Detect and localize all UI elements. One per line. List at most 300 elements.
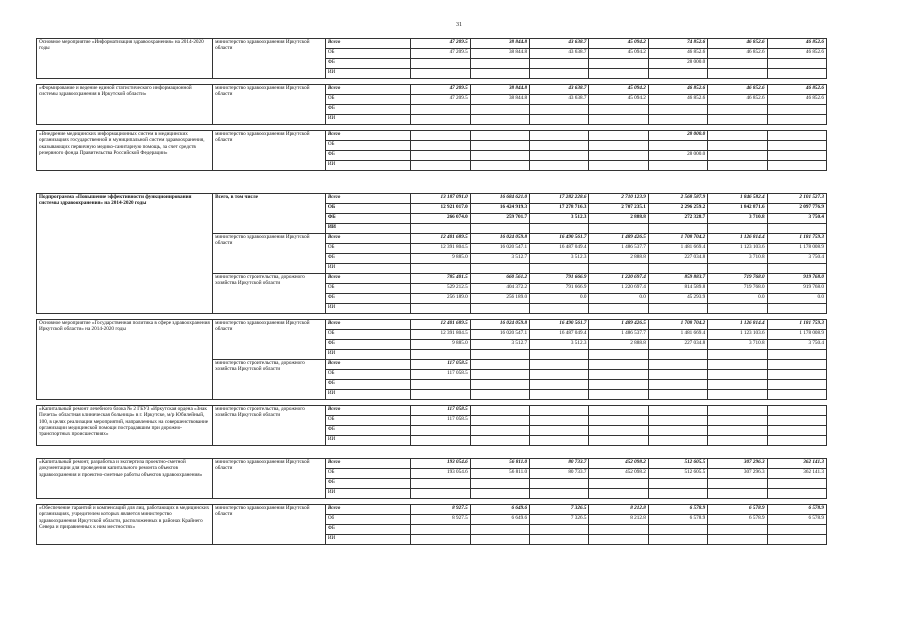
amount-cell [708,535,767,545]
amount-cell: 117 058.5 [411,360,470,370]
funding-source-cell: ИИ [325,535,411,545]
amount-cell: 56 811.0 [470,459,529,469]
spacer-row [37,171,827,194]
amount-cell: 12 401 689.5 [411,320,470,330]
amount-cell: 46 852.6 [708,49,767,59]
executor-cell: министерство здравоохранения Иркутской области [213,85,326,125]
amount-cell [648,69,707,79]
amount-cell [470,69,529,79]
amount-cell: 28 000.0 [648,131,707,141]
amount-cell [470,304,529,314]
amount-cell: 7 326.5 [530,515,589,525]
amount-cell [470,360,529,370]
amount-cell [411,535,470,545]
amount-cell [767,489,826,499]
amount-cell [708,525,767,535]
amount-cell [470,479,529,489]
amount-cell: 38 844.8 [470,49,529,59]
funding-source-cell: ОБ [325,416,411,426]
amount-cell: 47 209.5 [411,95,470,105]
amount-cell: 80 733.7 [530,459,589,469]
amount-cell: 12 391 804.5 [411,244,470,254]
amount-cell: 47 209.5 [411,39,470,49]
amount-cell [589,115,648,125]
amount-cell: 719 768.0 [708,274,767,284]
amount-cell: 0.0 [767,294,826,304]
executor-cell: министерство здравоохранения Иркутской области [213,459,326,499]
amount-cell: 3 750.4 [767,254,826,264]
amount-cell: 28 000.0 [648,151,707,161]
amount-cell [411,264,470,274]
funding-source-cell: ФБ [325,380,411,390]
table-row [37,39,827,49]
amount-cell: 1 123 103.6 [708,244,767,254]
amount-cell [411,390,470,400]
amount-cell [470,370,529,380]
amount-cell: 227 034.8 [648,340,707,350]
funding-source-cell: ИИ [325,69,411,79]
amount-cell: 3 710.8 [708,214,767,224]
amount-cell [767,115,826,125]
amount-cell [530,350,589,360]
funding-source-cell: ФБ [325,254,411,264]
amount-cell: 1 181 759.3 [767,320,826,330]
amount-cell: 46 852.6 [708,95,767,105]
amount-cell: 307 296.3 [708,459,767,469]
amount-cell: 791 666.9 [530,284,589,294]
amount-cell: 9 885.0 [411,254,470,264]
amount-cell [648,141,707,151]
amount-cell [589,489,648,499]
amount-cell: 256 189.0 [411,294,470,304]
amount-cell: 3 710.8 [708,254,767,264]
amount-cell: 1 126 814.4 [708,320,767,330]
amount-cell [589,479,648,489]
activity-name-cell: «Капитальный ремонт, разработка и экспертиза проектно-сметной документации для проведения капитального ремонта объектов здравоохранения и проектно-сметные работы объектов здравоохранения» [37,459,213,499]
amount-cell [589,370,648,380]
amount-cell [411,69,470,79]
amount-cell: 1 708 704.2 [648,234,707,244]
amount-cell: 46 852.6 [767,85,826,95]
amount-cell: 1 220 697.4 [589,274,648,284]
amount-cell [530,535,589,545]
executor-cell: министерство здравоохранения Иркутской области [213,320,326,360]
amount-cell [411,479,470,489]
funding-source-cell: Всего [325,360,411,370]
funding-source-cell: Об [325,515,411,525]
amount-cell [530,370,589,380]
amount-cell [589,105,648,115]
amount-cell [708,436,767,446]
amount-cell: 6 578.9 [767,505,826,515]
funding-source-cell: ФБ [325,340,411,350]
amount-cell [411,161,470,171]
amount-cell [767,370,826,380]
amount-cell [470,525,529,535]
table-row [37,459,827,469]
amount-cell [648,436,707,446]
amount-cell: 791 666.9 [530,274,589,284]
activity-name-cell: «Формирование и ведение единой статистического информационной системы здравоохранения в Иркутской области» [37,85,213,125]
amount-cell: 1 123 103.6 [708,330,767,340]
amount-cell: 16 020 547.1 [470,330,529,340]
amount-cell: 45 094.2 [589,39,648,49]
funding-source-cell: Всего [325,194,411,204]
amount-cell [708,264,767,274]
amount-cell: 660 561.2 [470,274,529,284]
amount-cell [648,350,707,360]
amount-cell: 117 058.5 [411,406,470,416]
amount-cell [708,390,767,400]
amount-cell: 227 034.8 [648,254,707,264]
funding-source-cell: Всего [325,320,411,330]
table-row [37,320,827,330]
amount-cell: 1 126 814.4 [708,234,767,244]
amount-cell [470,406,529,416]
amount-cell [470,59,529,69]
funding-source-cell: ИИ [325,489,411,499]
funding-source-cell: ИИ [325,304,411,314]
amount-cell [589,131,648,141]
spacer-cell [37,446,827,459]
executor-cell: Всего, в том числе [213,194,326,234]
amount-cell [470,390,529,400]
amount-cell: 16 487 049.4 [530,330,589,340]
funding-source-cell: ИИ [325,115,411,125]
amount-cell [470,350,529,360]
amount-cell: 6 578.9 [648,515,707,525]
amount-cell: 2 568 587.9 [648,194,707,204]
amount-cell [708,161,767,171]
amount-cell: 6 649.6 [470,505,529,515]
amount-cell: 80 733.7 [530,469,589,479]
funding-source-cell: ИИ [325,161,411,171]
amount-cell [589,141,648,151]
amount-cell [411,151,470,161]
executor-cell: министерство строительства, дорожного хозяйства Иркутской области [213,360,326,400]
amount-cell: 46 852.6 [708,85,767,95]
amount-cell [708,105,767,115]
amount-cell [530,380,589,390]
executor-cell: министерство строительства, дорожного хозяйства Иркутской области [213,406,326,446]
amount-cell: 193 054.6 [411,459,470,469]
amount-cell [589,426,648,436]
amount-cell [530,360,589,370]
amount-cell [648,406,707,416]
funding-source-cell: Всего [325,406,411,416]
amount-cell: 12 391 804.5 [411,330,470,340]
amount-cell: 13 187 091.0 [411,194,470,204]
amount-cell [648,416,707,426]
executor-cell: министерство здравоохранения Иркутской области [213,131,326,171]
funding-source-cell: Всего [325,85,411,95]
amount-cell: 43 638.7 [530,85,589,95]
amount-cell [648,360,707,370]
spacer-cell [37,171,827,194]
page-number: 31 [456,22,462,28]
amount-cell [470,115,529,125]
funding-source-cell: ФБ [325,525,411,535]
amount-cell [530,479,589,489]
amount-cell [767,406,826,416]
amount-cell [589,264,648,274]
amount-cell [767,59,826,69]
amount-cell: 16 490 561.7 [530,320,589,330]
amount-cell [767,131,826,141]
amount-cell: 0.0 [708,294,767,304]
executor-cell: министерство здравоохранения Иркутской области [213,234,326,274]
amount-cell [648,489,707,499]
amount-cell: 117 058.5 [411,416,470,426]
amount-cell: 0.0 [589,294,648,304]
amount-cell [767,436,826,446]
table-body [37,39,827,545]
amount-cell [411,489,470,499]
amount-cell [648,479,707,489]
funding-source-cell: ИИ [325,224,411,234]
amount-cell: 0.0 [530,294,589,304]
amount-cell: 1 220 697.4 [589,284,648,294]
amount-cell: 512 605.5 [648,469,707,479]
amount-cell: 43 638.7 [530,95,589,105]
amount-cell: 919 768.0 [767,274,826,284]
amount-cell [411,380,470,390]
amount-cell [767,360,826,370]
amount-cell [589,161,648,171]
amount-cell [767,416,826,426]
amount-cell [767,224,826,234]
amount-cell [767,380,826,390]
amount-cell [767,535,826,545]
amount-cell: 6 578.9 [708,515,767,525]
amount-cell: 17 282 228.6 [530,194,589,204]
amount-cell: 404 372.2 [470,284,529,294]
amount-cell [470,105,529,115]
amount-cell [708,115,767,125]
amount-cell [589,535,648,545]
amount-cell [648,380,707,390]
amount-cell [530,161,589,171]
funding-source-cell: ОБ [325,49,411,59]
amount-cell [589,416,648,426]
amount-cell [470,426,529,436]
amount-cell [648,105,707,115]
amount-cell: 6 578.9 [767,515,826,525]
funding-source-cell: ОБ [325,469,411,479]
amount-cell [411,525,470,535]
amount-cell: 47 209.5 [411,85,470,95]
funding-source-cell: ФБ [325,479,411,489]
amount-cell [708,224,767,234]
amount-cell: 74 852.6 [648,39,707,49]
amount-cell: 12 401 689.5 [411,234,470,244]
amount-cell [470,436,529,446]
amount-cell: 16 424 919.3 [470,204,529,214]
amount-cell: 2 710 123.9 [589,194,648,204]
amount-cell [708,416,767,426]
amount-cell [411,141,470,151]
amount-cell [708,426,767,436]
amount-cell: 2 707 235.1 [589,204,648,214]
amount-cell [589,224,648,234]
amount-cell [648,426,707,436]
funding-source-cell: ИИ [325,390,411,400]
amount-cell [589,390,648,400]
amount-cell: 3 750.4 [767,340,826,350]
amount-cell: 56 811.0 [470,469,529,479]
amount-cell: 193 054.6 [411,469,470,479]
budget-table [36,38,827,545]
funding-source-cell: Всего [325,39,411,49]
amount-cell: 43 638.7 [530,39,589,49]
amount-cell [470,416,529,426]
amount-cell: 38 844.8 [470,95,529,105]
amount-cell: 16 487 049.4 [530,244,589,254]
amount-cell [708,406,767,416]
funding-source-cell: ФБ [325,59,411,69]
amount-cell: 46 852.6 [648,95,707,105]
amount-cell: 3 710.8 [708,340,767,350]
amount-cell [470,161,529,171]
funding-source-cell: ФБ [325,426,411,436]
amount-cell: 3 512.7 [470,254,529,264]
funding-source-cell: ФБ [325,151,411,161]
amount-cell: 8 212.8 [589,505,648,515]
amount-cell: 46 852.6 [648,85,707,95]
table-row [37,505,827,515]
amount-cell: 17 278 716.3 [530,204,589,214]
amount-cell [589,59,648,69]
amount-cell: 719 768.0 [708,284,767,294]
amount-cell [589,304,648,314]
funding-source-cell: Всего [325,459,411,469]
activity-name-cell: «Капитальный ремонт лечебного блока № 2 ГБУЗ «Иркутская ордена «Знак Почета» областная клиническая больница» в г. Иркутске, м/р Юбилейный, 100, в целях реализации мероприятий, направленных на совершенствование организации медицинской помощи пострадавшим при дорожно-транспортных происшествиях» [37,406,213,446]
amount-cell: 2 101 527.3 [767,194,826,204]
amount-cell: 1 708 704.2 [648,320,707,330]
amount-cell [530,426,589,436]
amount-cell: 2 888.8 [589,340,648,350]
table-row [37,194,827,204]
amount-cell [530,141,589,151]
amount-cell [411,224,470,234]
amount-cell [530,115,589,125]
amount-cell [648,161,707,171]
amount-cell: 9 885.0 [411,340,470,350]
amount-cell [648,525,707,535]
amount-cell: 38 844.8 [470,85,529,95]
amount-cell [530,131,589,141]
amount-cell: 16 490 561.7 [530,234,589,244]
funding-source-cell: ОБ [325,370,411,380]
funding-source-cell: ИИ [325,264,411,274]
amount-cell [767,69,826,79]
amount-cell [708,304,767,314]
amount-cell [767,390,826,400]
amount-cell [648,304,707,314]
amount-cell [530,390,589,400]
amount-cell: 1 486 537.7 [589,244,648,254]
executor-cell: министерство здравоохранения Иркутской области [213,505,326,545]
amount-cell [648,264,707,274]
amount-cell: 1 181 759.3 [767,234,826,244]
amount-cell: 3 512.7 [470,340,529,350]
amount-cell: 16 024 059.8 [470,234,529,244]
amount-cell [708,131,767,141]
amount-cell [589,406,648,416]
amount-cell: 785 401.5 [411,274,470,284]
amount-cell: 45 094.2 [589,95,648,105]
funding-source-cell: ФБ [325,105,411,115]
funding-source-cell: ФБ [325,294,411,304]
amount-cell: 8 927.5 [411,515,470,525]
amount-cell: 8 927.5 [411,505,470,515]
amount-cell: 1 481 669.4 [648,330,707,340]
amount-cell [708,69,767,79]
table-row [37,85,827,95]
amount-cell [530,59,589,69]
amount-cell [767,525,826,535]
amount-cell [411,436,470,446]
amount-cell: 6 578.9 [708,505,767,515]
amount-cell: 16 020 547.1 [470,244,529,254]
amount-cell: 266 074.0 [411,214,470,224]
amount-cell: 256 189.0 [470,294,529,304]
amount-cell [470,535,529,545]
amount-cell [470,264,529,274]
amount-cell [708,59,767,69]
activity-name-cell: Основное мероприятие «Государственная политика в сфере здравоохранения Иркутской области» на 2014-2020 годы [37,320,213,400]
amount-cell [530,406,589,416]
amount-cell [648,115,707,125]
funding-source-cell: ОБ [325,95,411,105]
funding-source-cell: ОБ [325,244,411,254]
amount-cell [589,436,648,446]
table-row [37,131,827,141]
amount-cell [589,360,648,370]
amount-cell: 2 097 776.9 [767,204,826,214]
amount-cell [411,350,470,360]
amount-cell: 272 328.7 [648,214,707,224]
amount-cell: 259 701.7 [470,214,529,224]
amount-cell [530,264,589,274]
amount-cell [589,380,648,390]
amount-cell [589,525,648,535]
amount-cell [767,426,826,436]
amount-cell [530,525,589,535]
table-row [37,406,827,416]
amount-cell [470,224,529,234]
amount-cell [767,161,826,171]
amount-cell: 1 842 871.6 [708,204,767,214]
amount-cell: 1 489 426.5 [589,234,648,244]
amount-cell: 47 209.5 [411,49,470,59]
amount-cell [767,264,826,274]
amount-cell [470,380,529,390]
amount-cell [530,224,589,234]
executor-cell: министерство строительства, дорожного хозяйства Иркутской области [213,274,326,314]
amount-cell [530,436,589,446]
activity-name-cell: «Обеспечение гарантий и компенсаций для лиц, работающих в медицинских организациях, учредителем которых является министерство здравоохранения Иркутской области, расположенных в районах Крайнего Севера и приравненных к ним местностях» [37,505,213,545]
amount-cell: 1 486 537.7 [589,330,648,340]
amount-cell: 307 296.3 [708,469,767,479]
amount-cell: 362 141.3 [767,459,826,469]
amount-cell: 1 846 582.4 [708,194,767,204]
spacer-row [37,446,827,459]
amount-cell: 16 684 621.0 [470,194,529,204]
amount-cell: 362 141.3 [767,469,826,479]
amount-cell: 45 293.9 [648,294,707,304]
amount-cell: 1 178 008.9 [767,244,826,254]
